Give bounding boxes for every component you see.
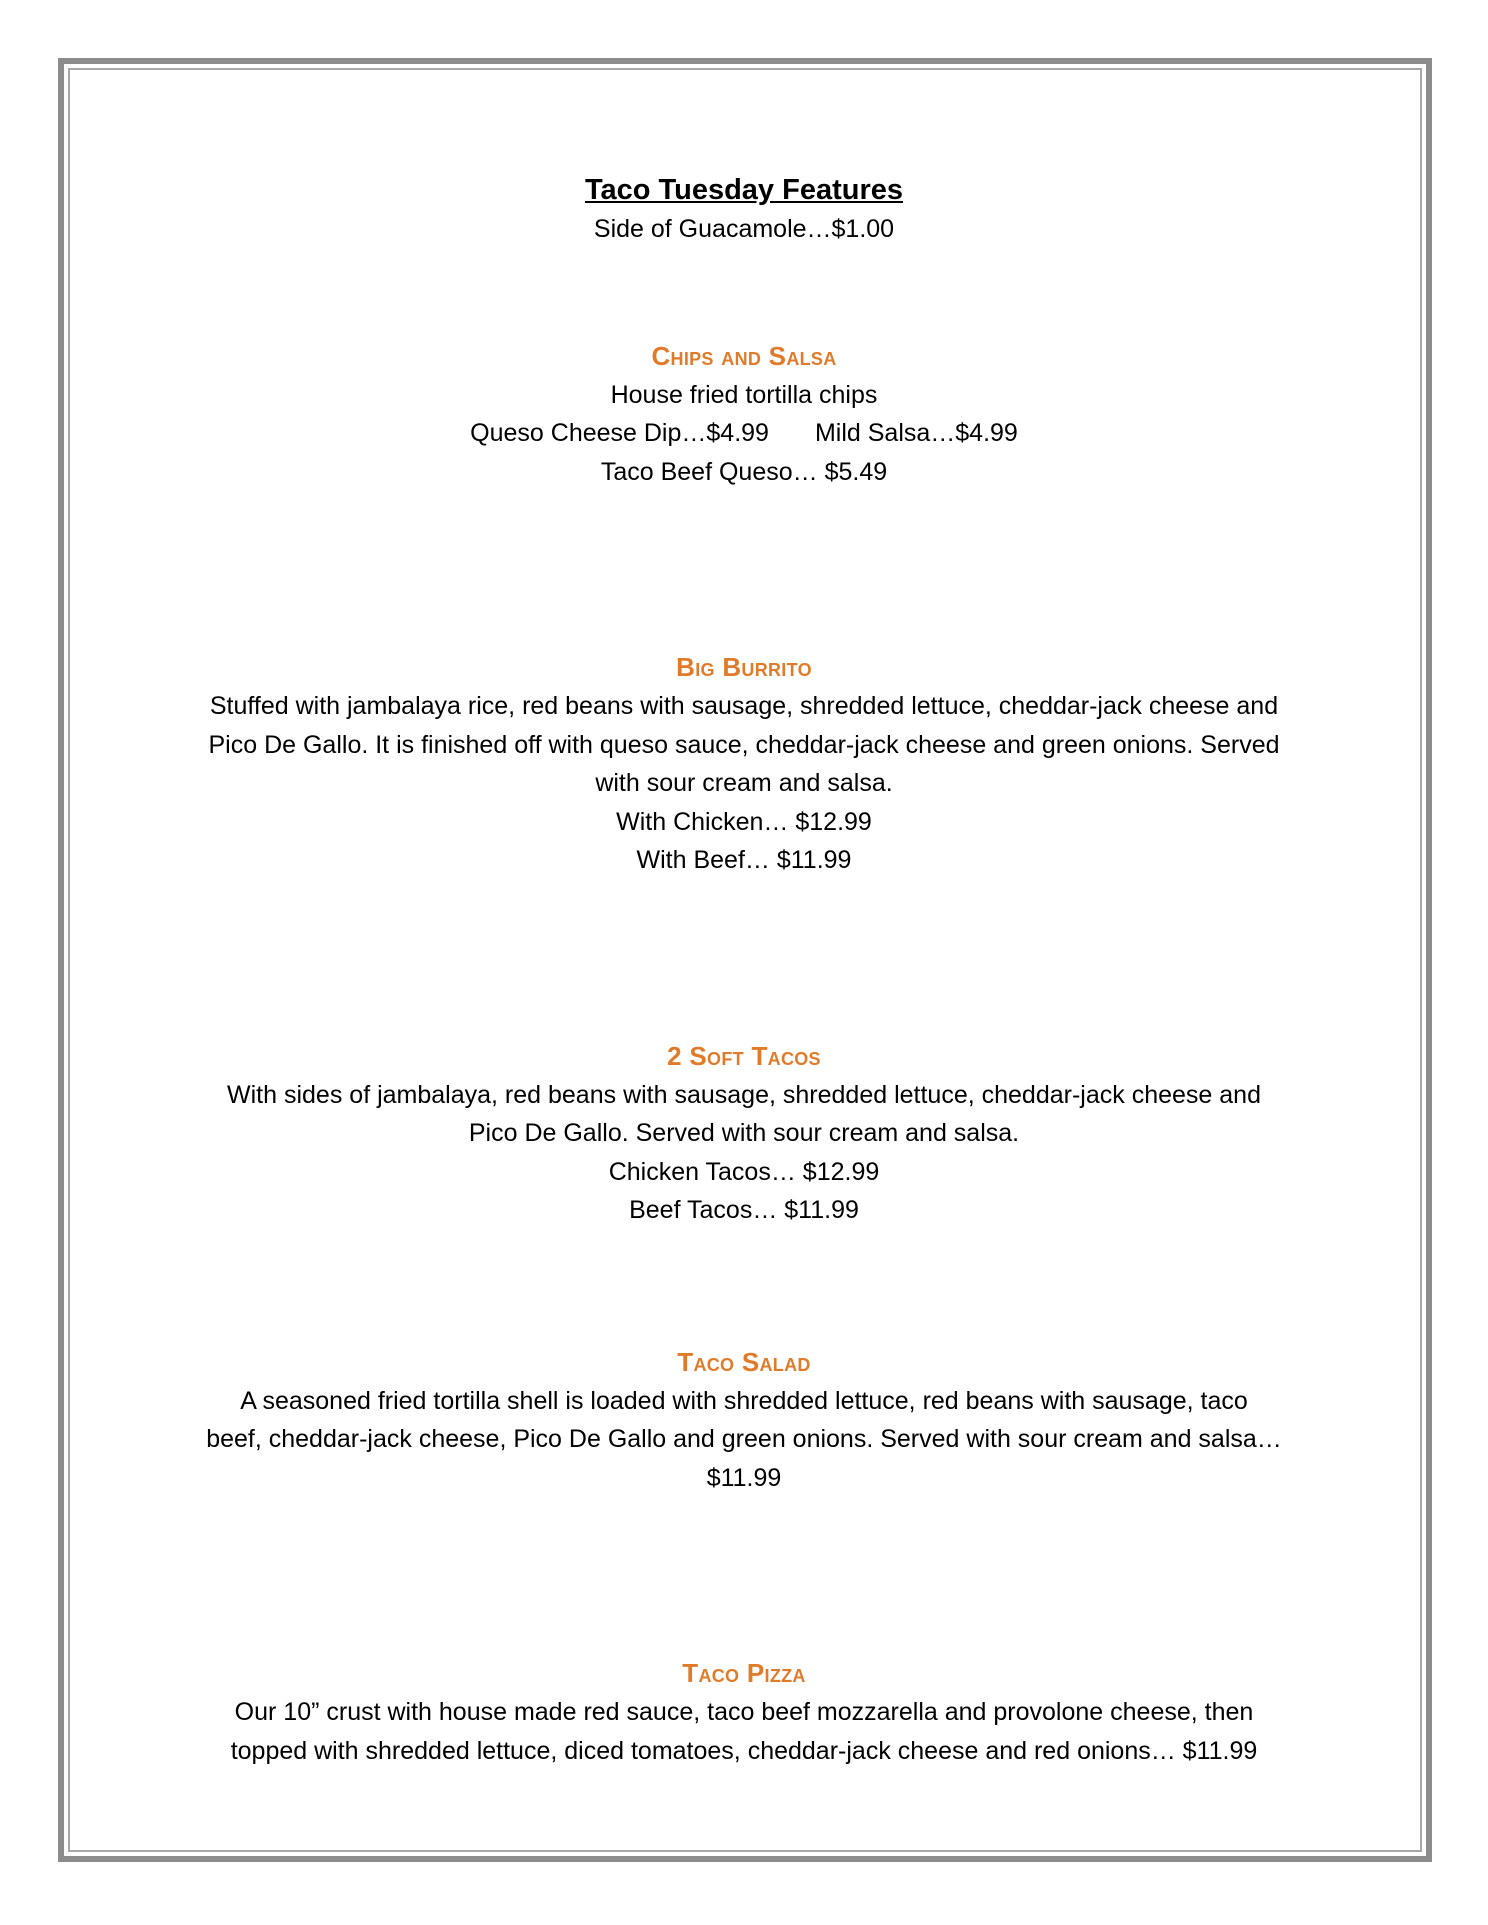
section-soft-tacos [150,1036,1338,1230]
salad-price: $11.99 [706,1463,782,1492]
section-heading: Taco Salad [677,1346,811,1377]
beef-queso-price: Taco Beef Queso… $5.49 [600,457,888,486]
section-taco-pizza [150,1653,1338,1770]
section-taco-salad [150,1342,1338,1498]
description-line: Pico De Gallo. Served with sour cream and salsa. [468,1119,1020,1147]
description-line: With sides of jambalaya, red beans with sausage, shredded lettuce, cheddar-jack cheese and [227,1080,1261,1109]
description-line: A seasoned fried tortilla shell is loaded with shredded lettuce, red beans with sausage, taco [240,1386,1248,1415]
menu-title: Taco Tuesday Features [584,174,904,206]
section-heading: Taco Pizza [682,1658,806,1688]
section-chips-and-salsa [150,336,1338,492]
section-heading: Chips and Salsa [651,340,837,371]
guacamole-item: Side of Guacamole…$1.00 [593,215,895,243]
section-description: House fried tortilla chips [610,380,878,409]
section-heading: 2 Soft Tacos [667,1040,821,1071]
section-heading: Big Burrito [676,652,812,682]
chicken-price: Chicken Tacos… $12.99 [608,1157,880,1186]
description-line: Stuffed with jambalaya rice, red beans with sausage, shredded lettuce, cheddar-jack cheese and [209,692,1279,720]
section-big-burrito [150,647,1338,880]
beef-price: With Beef… $11.99 [636,846,852,874]
menu-content [150,170,1338,1770]
queso-price: Queso Cheese Dip…$4.99 [470,419,769,447]
price-row [150,414,1338,453]
beef-price: Beef Tacos… $11.99 [629,1196,859,1224]
description-line: Pico De Gallo. It is finished off with queso sauce, cheddar-jack cheese and green onions. Served [208,730,1280,759]
salsa-price: Mild Salsa…$4.99 [814,419,1018,447]
description-line: topped with shredded lettuce, diced tomatoes, cheddar-jack cheese and red onions… $11.99 [230,1736,1258,1765]
description-line: Our 10” crust with house made red sauce, taco beef mozzarella and provolone cheese, then [234,1698,1254,1726]
description-line: beef, cheddar-jack cheese, Pico De Gallo and green onions. Served with sour cream and salsa… [206,1425,1282,1453]
chicken-price: With Chicken… $12.99 [616,807,872,836]
description-line: with sour cream and salsa. [595,769,893,797]
